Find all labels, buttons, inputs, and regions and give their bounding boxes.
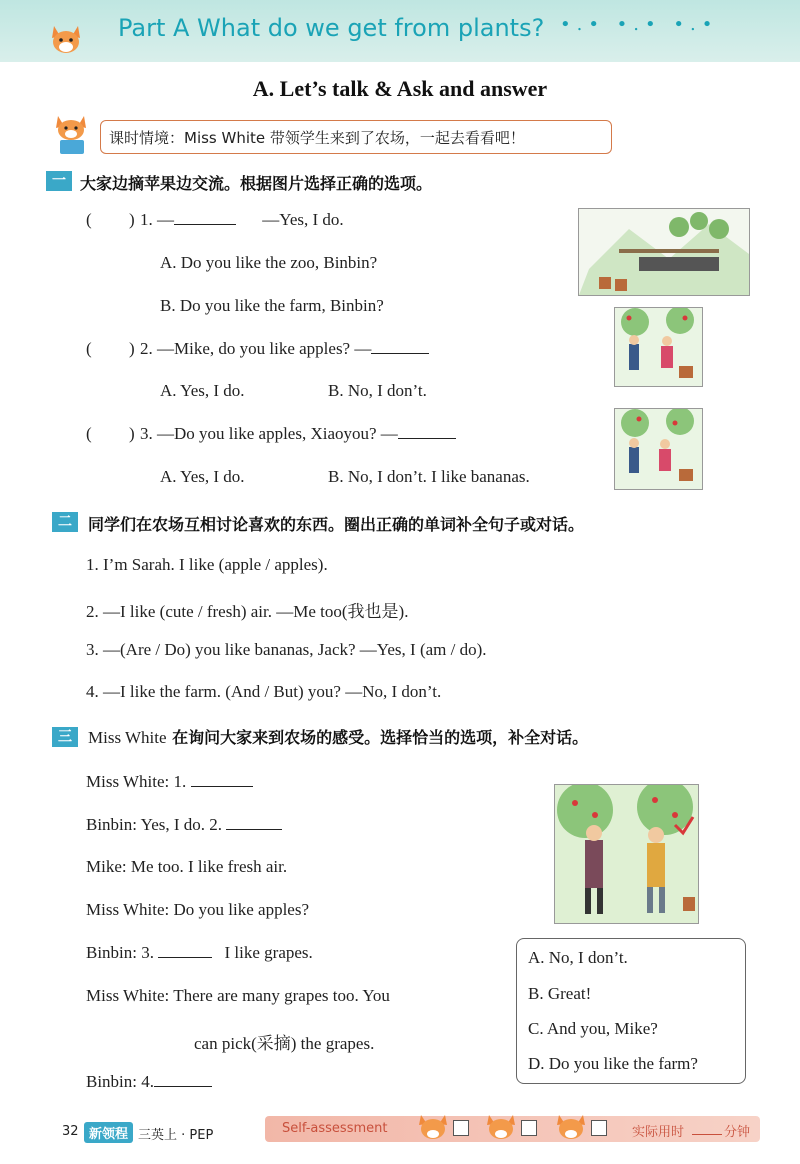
apple-picking-picture — [614, 307, 703, 387]
brand-logo: 新领程 — [84, 1122, 133, 1143]
dialogue-text: I like grapes. — [224, 943, 313, 962]
time-label: 实际用时 — [632, 1125, 685, 1140]
book-label: 三英上 · PEP — [138, 1128, 214, 1143]
answer-blank[interactable] — [371, 339, 429, 354]
section-badge: 二 — [52, 512, 78, 532]
page-title: A. Let’s talk & Ask and answer — [252, 76, 548, 101]
section-title-text: 在询问大家来到农场的感受。选择恰当的选项，补全对话。 — [166, 728, 589, 747]
answer-blank[interactable] — [191, 772, 253, 787]
answer-paren-close: ) — [129, 210, 135, 229]
rating-checkbox[interactable] — [453, 1120, 469, 1136]
option-a: A. Yes, I do. — [160, 381, 245, 400]
answer-blank[interactable] — [398, 424, 456, 439]
dialogue-text: Binbin: 3. — [86, 943, 155, 962]
option-a: A. Do you like the zoo, Binbin? — [160, 253, 378, 272]
dialogue-line — [86, 815, 282, 835]
answer-paren-close: ) — [129, 424, 135, 443]
fox-mascot-icon — [48, 22, 84, 56]
question-1-stem: 1. — — [140, 210, 174, 229]
time-unit: 分钟 — [724, 1125, 751, 1140]
question-2 — [140, 339, 429, 359]
answer-paren-open: ( — [86, 339, 92, 358]
question-3-stem: 3. —Do you like apples, Xiaoyou? — — [140, 424, 398, 443]
section-title-name: Miss White — [88, 728, 167, 747]
option-a: A. No, I don’t. — [528, 948, 628, 967]
dialogue-text: Miss White: 1. — [86, 772, 187, 791]
dialogue-text: Binbin: 4. — [86, 1072, 155, 1091]
option-b: B. Do you like the farm, Binbin? — [160, 296, 384, 315]
option-d: D. Do you like the farm? — [528, 1054, 698, 1073]
option-b: B. Great! — [528, 984, 592, 1003]
page-number: 32 — [62, 1124, 79, 1139]
fox-reader-icon — [50, 112, 94, 158]
section-title — [88, 725, 588, 748]
banner-title: Part A What do we get from plants? — [118, 14, 545, 42]
dialogue-text: Binbin: Yes, I do. 2. — [86, 815, 223, 834]
sentence-item: 3. —(Are / Do) you like bananas, Jack? —Yes, I (am / do). — [86, 640, 487, 659]
dialogue-line — [86, 772, 253, 792]
paw-prints-icon: •.• •.• •.• — [560, 14, 719, 35]
dialogue-line — [86, 943, 313, 963]
apple-picking-picture — [614, 408, 703, 490]
situation-box: 课时情境：Miss White 带领学生来到了农场，一起去看看吧！ — [100, 120, 612, 154]
fox-rating-icon — [554, 1112, 588, 1142]
fox-rating-icon — [484, 1112, 518, 1142]
self-assessment-label: Self-assessment — [282, 1121, 388, 1136]
option-a: A. Yes, I do. — [160, 467, 245, 486]
section-title: 大家边摘苹果边交流。根据图片选择正确的选项。 — [80, 174, 433, 193]
answer-paren-open: ( — [86, 424, 92, 443]
sentence-item: 1. I’m Sarah. I like (apple / apples). — [86, 555, 328, 574]
sentence-item: 4. —I like the farm. (And / But) you? —No, I don’t. — [86, 682, 442, 701]
question-1-reply: —Yes, I do. — [262, 210, 344, 229]
option-c: C. And you, Mike? — [528, 1019, 658, 1038]
rating-checkbox[interactable] — [521, 1120, 537, 1136]
answer-blank[interactable] — [158, 943, 212, 958]
section-badge: 三 — [52, 727, 78, 747]
rating-checkbox[interactable] — [591, 1120, 607, 1136]
option-b: B. No, I don’t. I like bananas. — [328, 467, 530, 486]
orchard-picture — [554, 784, 699, 924]
fox-rating-icon — [416, 1112, 450, 1142]
question-1 — [140, 210, 344, 230]
time-blank[interactable] — [692, 1134, 722, 1135]
dialogue-line — [86, 1072, 212, 1092]
answer-paren-close: ) — [129, 339, 135, 358]
option-b: B. No, I don’t. — [328, 381, 427, 400]
sentence-item: 2. —I like (cute / fresh) air. —Me too(我也是). — [86, 602, 409, 621]
farm-picture — [578, 208, 750, 296]
question-2-stem: 2. —Mike, do you like apples? — — [140, 339, 372, 358]
dialogue-line: Miss White: There are many grapes too. You — [86, 986, 390, 1005]
answer-blank[interactable] — [226, 815, 282, 830]
dialogue-line: can pick(采摘) the grapes. — [194, 1034, 375, 1053]
dialogue-line: Miss White: Do you like apples? — [86, 900, 310, 919]
question-3 — [140, 424, 456, 444]
dialogue-line: Mike: Me too. I like fresh air. — [86, 857, 288, 876]
answer-paren-open: ( — [86, 210, 92, 229]
section-title: 同学们在农场互相讨论喜欢的东西。圈出正确的单词补全句子或对话。 — [88, 515, 585, 534]
answer-blank[interactable] — [174, 210, 236, 225]
section-badge: 一 — [46, 171, 72, 191]
answer-blank[interactable] — [154, 1072, 212, 1087]
